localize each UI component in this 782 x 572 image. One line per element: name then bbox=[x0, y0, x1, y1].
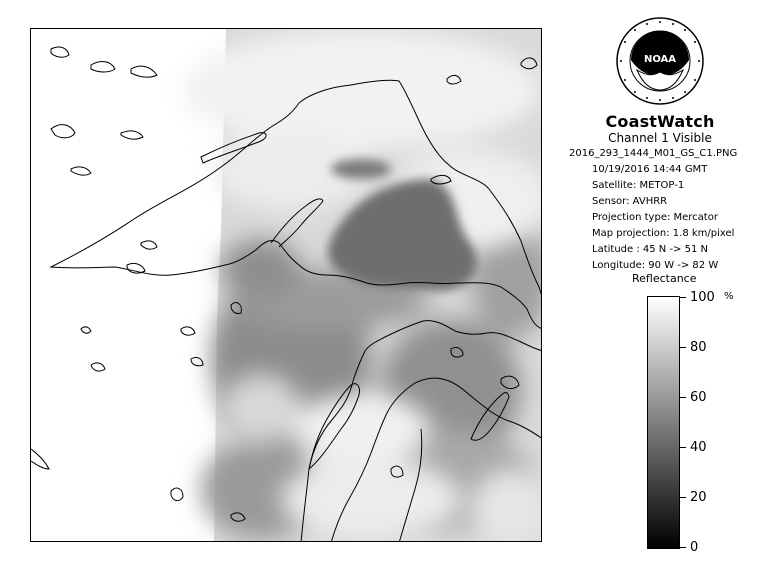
map-canvas bbox=[31, 29, 542, 542]
colorbar-title: Reflectance bbox=[632, 272, 697, 285]
colorbar-tick-label: 40 bbox=[690, 440, 707, 455]
meta-longitude: Longitude: 90 W -> 82 W bbox=[592, 260, 719, 271]
colorbar-tick-label: 100 bbox=[690, 290, 715, 305]
colorbar-tick-label: 80 bbox=[690, 340, 707, 355]
meta-satellite: Satellite: METOP-1 bbox=[592, 180, 685, 191]
colorbar-tick bbox=[680, 397, 686, 398]
reflectance-colorbar bbox=[647, 296, 680, 549]
colorbar-tick-label: 0 bbox=[690, 540, 699, 555]
meta-map-projection: Map projection: 1.8 km/pixel bbox=[592, 228, 735, 239]
meta-projection-type: Projection type: Mercator bbox=[592, 212, 718, 223]
app-title: CoastWatch bbox=[605, 112, 715, 131]
colorbar-tick bbox=[680, 447, 686, 448]
colorbar-tick bbox=[680, 347, 686, 348]
satellite-swath bbox=[181, 29, 542, 542]
satellite-image-map[interactable] bbox=[30, 28, 542, 542]
logo-text: NOAA bbox=[643, 54, 677, 65]
colorbar-tick-label: 20 bbox=[690, 490, 707, 505]
meta-datetime: 10/19/2016 14:44 GMT bbox=[592, 164, 708, 175]
noaa-logo-icon bbox=[615, 16, 705, 106]
meta-latitude: Latitude : 45 N -> 51 N bbox=[592, 244, 708, 255]
colorbar-tick bbox=[680, 547, 686, 548]
image-filename: 2016_293_1444_M01_GS_C1.PNG bbox=[569, 148, 738, 159]
colorbar-tick bbox=[680, 497, 686, 498]
colorbar-tick bbox=[680, 297, 686, 298]
meta-sensor: Sensor: AVHRR bbox=[592, 196, 668, 207]
channel-subtitle: Channel 1 Visible bbox=[608, 131, 712, 145]
colorbar-unit: % bbox=[724, 291, 734, 302]
colorbar-tick-label: 60 bbox=[690, 390, 707, 405]
